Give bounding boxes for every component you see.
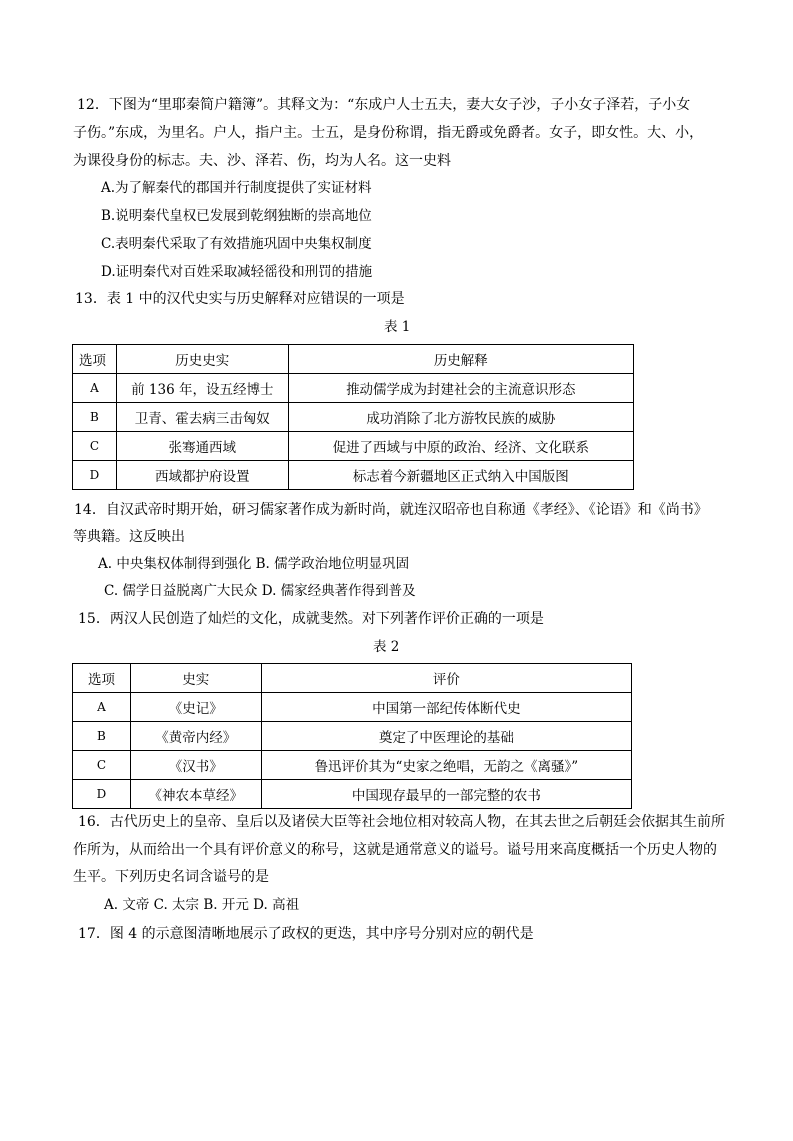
table-cell: 中国现存最早的一部完整的农书 [261,780,631,809]
table-cell: 西域都护府设置 [116,461,288,490]
q14-line-1: 14．自汉武帝时期开始，研习儒家著作成为新时尚，就连汉昭帝也自称通《孝经》、《论语》和《尚书》 [74,502,708,518]
header-cell: 选项 [73,664,131,693]
table-row [73,432,634,461]
q16-line-3: 生平。下列历史名词含谥号的是 [73,869,269,885]
table-cell: 成功消除了北方游牧民族的威胁 [288,403,633,432]
table-cell: 卫青、霍去病三击匈奴 [116,403,288,432]
q17-stem: 17．图 4 的示意图清晰地展示了政权的更迭，其中序号分别对应的朝代是 [78,926,534,942]
table-2-caption: 表 2 [373,639,400,655]
header-cell: 评价 [261,664,631,693]
table-cell: A [73,693,131,722]
table-row [73,751,632,780]
q16-options: A. 文帝 C. 太宗 B. 开元 D. 高祖 [104,897,300,913]
q14-line-2: 等典籍。这反映出 [73,529,185,545]
table-cell: D [73,780,131,809]
q12-option-b: B.说明秦代皇权已发展到乾纲独断的崇高地位 [101,208,372,224]
table-cell: D [73,461,117,490]
table-cell: 标志着今新疆地区正式纳入中国版图 [288,461,633,490]
header-cell: 史实 [130,664,261,693]
q12-line-3: 为课役身份的标志。夫、沙、泽若、伤，均为人名。这一史料 [73,153,451,169]
q15-stem: 15．两汉人民创造了灿烂的文化，成就斐然。对下列著作评价正确的一项是 [78,611,544,627]
q14-options-row-2: C. 儒学日益脱离广大民众 D. 儒家经典著作得到普及 [104,583,416,599]
table-row [73,722,632,751]
table-header-row [73,664,632,693]
table-cell: B [73,722,131,751]
table-cell: 张骞通西域 [116,432,288,461]
table-cell: 前 136 年，设五经博士 [116,374,288,403]
table-2 [72,663,632,809]
q12-option-d: D.证明秦代对百姓采取减轻徭役和刑罚的措施 [101,264,373,280]
table-row [73,403,634,432]
q16-line-1: 16．古代历史上的皇帝、皇后以及诸侯大臣等社会地位相对较高人物，在其去世之后朝廷会依据其生前所 [78,814,725,830]
header-cell: 选项 [73,345,117,374]
q13-stem: 13．表 1 中的汉代史实与历史解释对应错误的一项是 [75,291,405,307]
header-cell: 历史解释 [288,345,633,374]
table-row [73,780,632,809]
q12-line-2: 子伤。”东成，为里名。户人，指户主。士五，是身份称谓，指无爵或免爵者。女子，即女性。大、小， [73,125,704,141]
table-cell: 《汉书》 [130,751,261,780]
table-cell: 奠定了中医理论的基础 [261,722,631,751]
table-cell: 《黄帝内经》 [130,722,261,751]
q12-option-a: A.为了解秦代的郡国并行制度提供了实证材料 [101,180,372,196]
table-cell: 中国第一部纪传体断代史 [261,693,631,722]
table-row [73,693,632,722]
table-row [73,461,634,490]
q16-line-2: 作所为，从而给出一个具有评价意义的称号，这就是通常意义的谥号。谥号用来高度概括一个历史人物的 [73,842,717,858]
table-cell: B [73,403,117,432]
table-cell: C [73,751,131,780]
table-row [73,374,634,403]
header-cell: 历史史实 [116,345,288,374]
q12-option-c: C.表明秦代采取了有效措施巩固中央集权制度 [101,236,372,252]
table-cell: 促进了西域与中原的政治、经济、文化联系 [288,432,633,461]
table-cell: 鲁迅评价其为“史家之绝唱，无韵之《离骚》” [261,751,631,780]
table-cell: 《史记》 [130,693,261,722]
q14-options-row-1: A. 中央集权体制得到强化 B. 儒学政治地位明显巩固 [98,556,410,572]
table-1-caption: 表 1 [384,319,411,335]
table-cell: 推动儒学成为封建社会的主流意识形态 [288,374,633,403]
table-cell: C [73,432,117,461]
table-1 [72,344,634,490]
table-cell: A [73,374,117,403]
table-cell: 《神农本草经》 [130,780,261,809]
table-header-row [73,345,634,374]
q12-line-1: 12．下图为“里耶秦简户籍簿”。其释文为：“东成户人士五夫，妻大女子沙，子小女子泽若，子小女 [77,97,691,113]
